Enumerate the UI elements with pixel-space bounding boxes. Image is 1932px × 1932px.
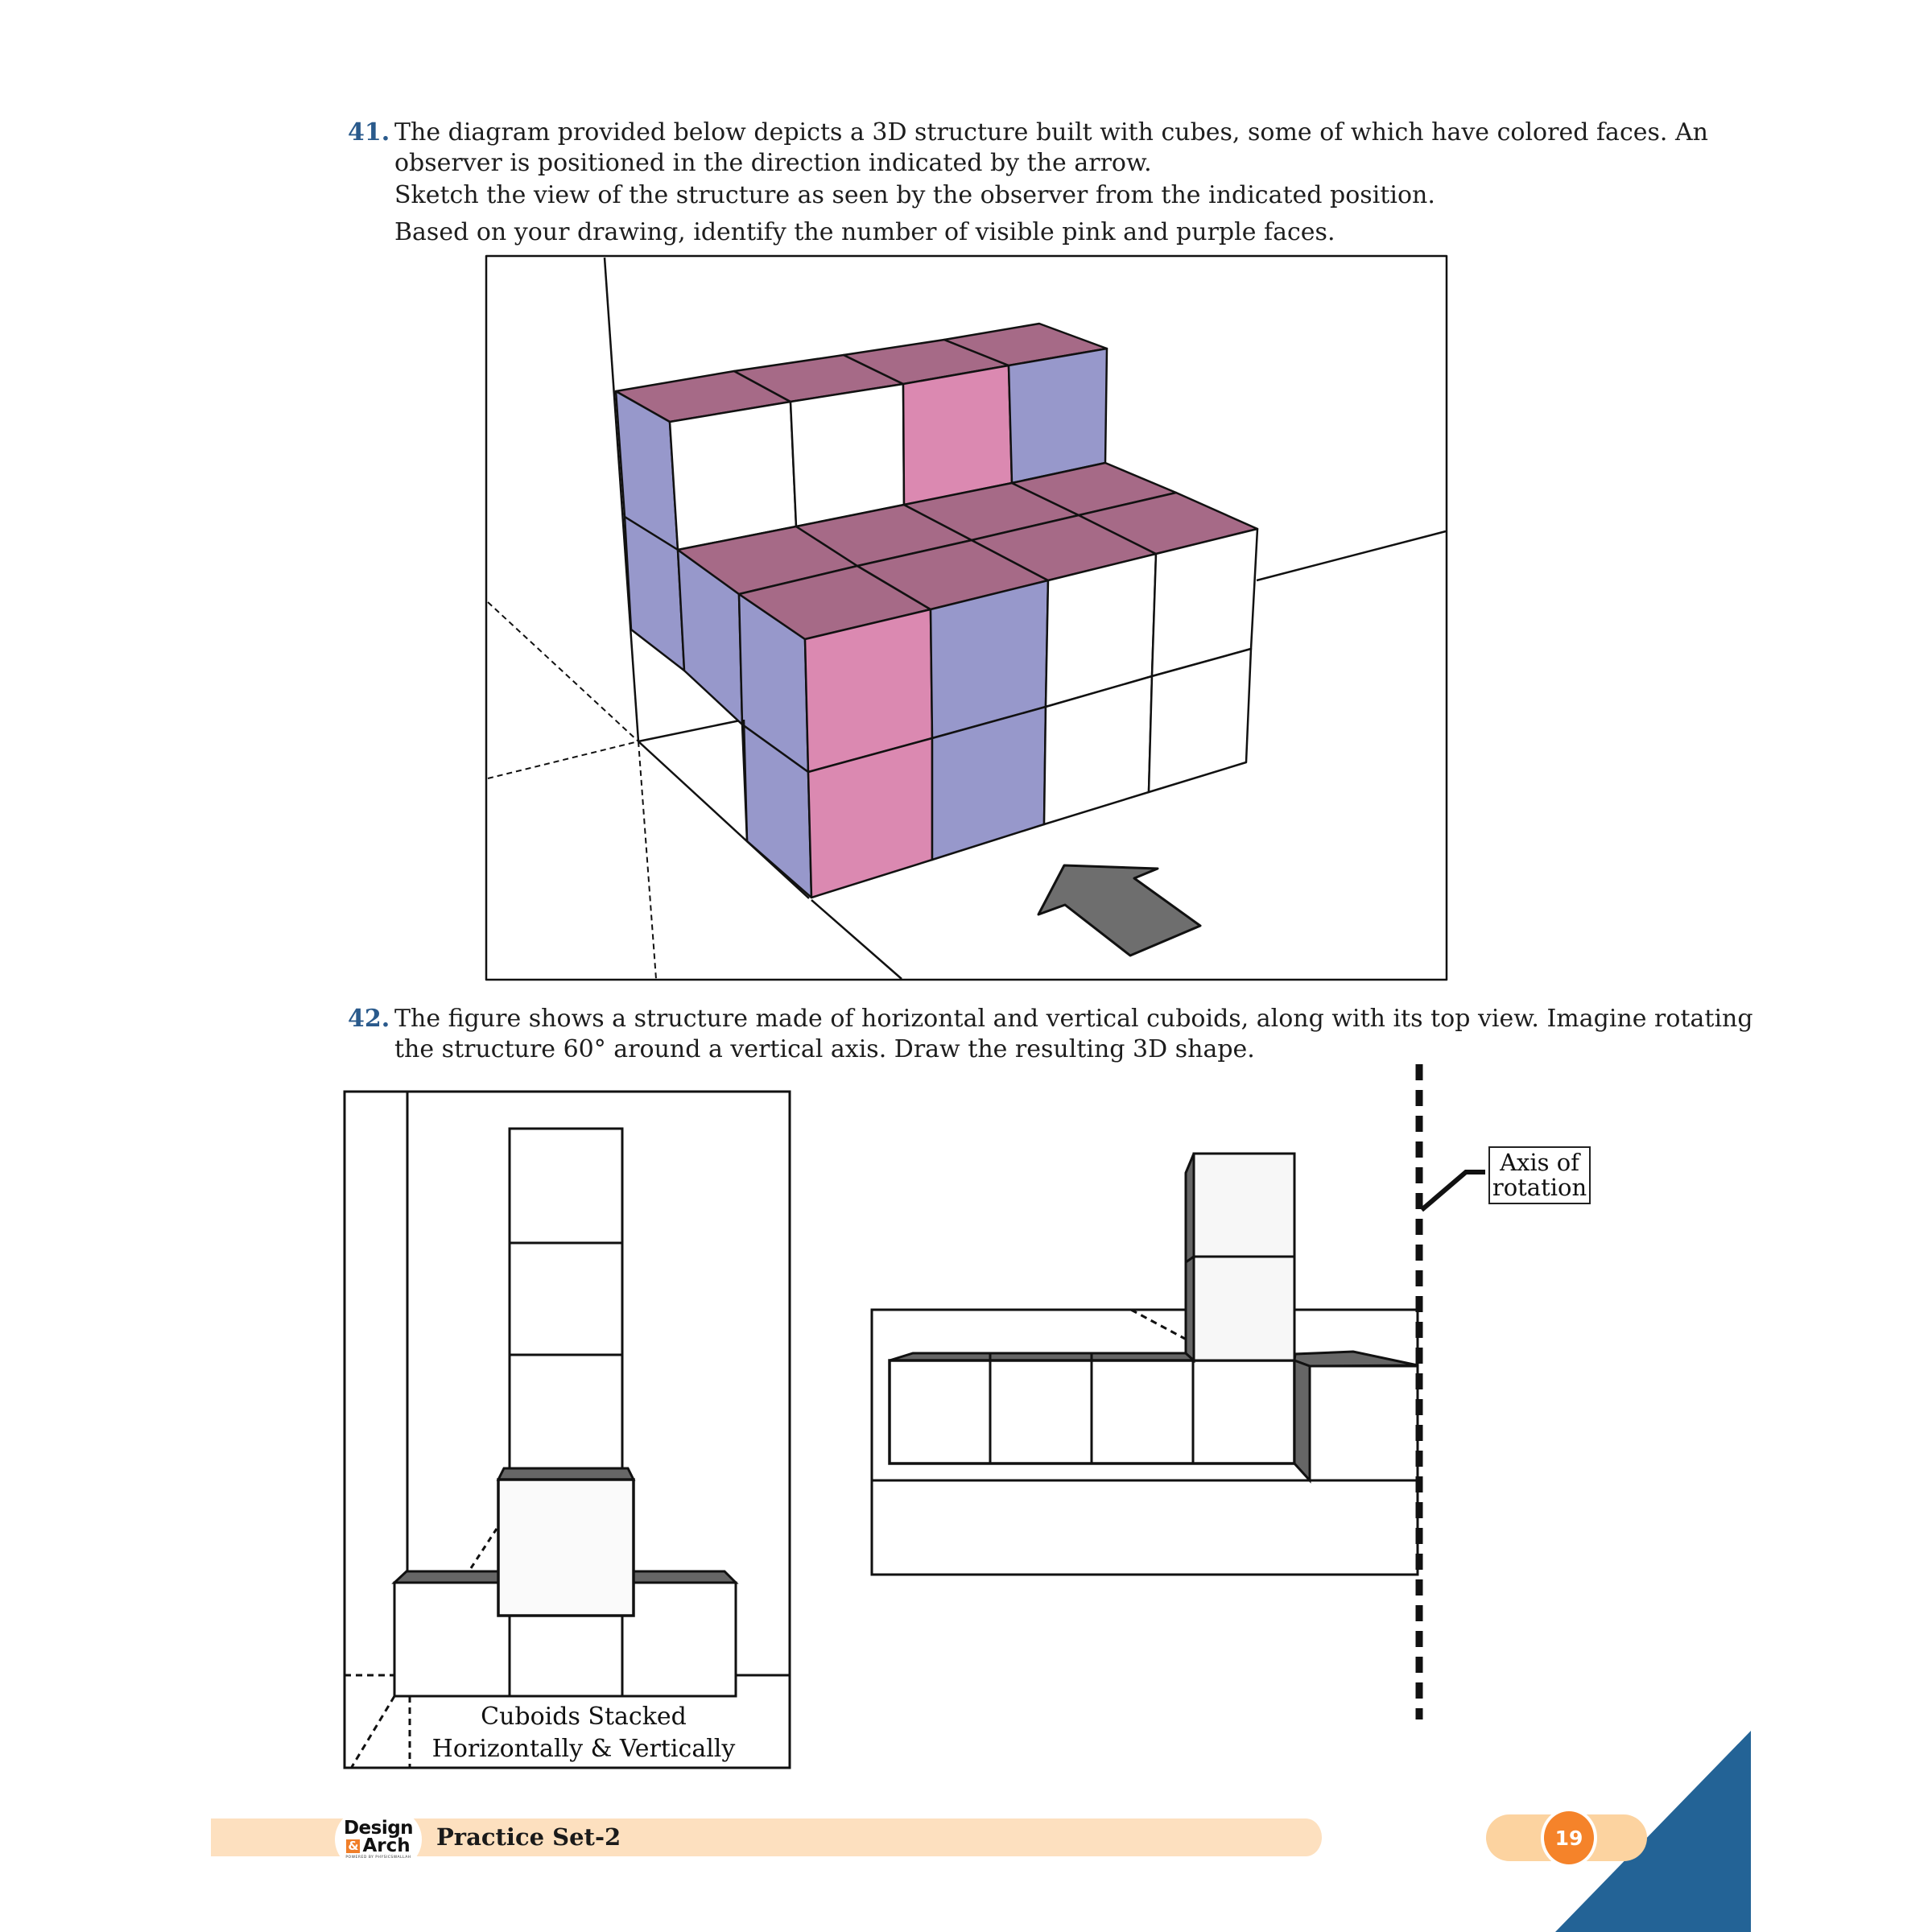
logo-tagline: POWERED BY PHYSICSWALLAH [345, 1856, 411, 1860]
question-number: 42. [348, 1005, 390, 1033]
axis-label-leader [1422, 1172, 1485, 1210]
question-text-line: the structure 60° around a vertical axis. Draw the resulting 3D shape. [394, 1035, 1255, 1063]
cuboids-caption [411, 1701, 757, 1765]
axis-label-line: rotation [1492, 1174, 1587, 1201]
q41-diagram [486, 256, 1447, 980]
question-text-line: observer is positioned in the direction indicated by the arrow. [394, 149, 1152, 177]
page-number: 19 [1541, 1808, 1597, 1868]
logo-line-arch [346, 1837, 410, 1855]
logo-ampersand: & [348, 1838, 359, 1853]
footer-title: Practice Set-2 [436, 1823, 621, 1851]
question-text-line: Sketch the view of the structure as seen by the observer from the indicated position. [394, 181, 1435, 209]
question-number: 41. [348, 118, 390, 147]
q42-front-view [345, 1092, 790, 1768]
axis-of-rotation-label [1488, 1146, 1591, 1204]
logo-arch-text: Arch [362, 1835, 411, 1856]
caption-line: Cuboids Stacked [481, 1703, 687, 1731]
brand-logo [335, 1809, 422, 1870]
logo-line-design: Design [343, 1818, 414, 1839]
question-text-line: The diagram provided below depicts a 3D structure built with cubes, some of which have colored faces. An [394, 118, 1708, 147]
question-text-line: The figure shows a structure made of horizontal and vertical cuboids, along with its top view. Imagine rotating [394, 1005, 1753, 1033]
question-text-line: Based on your drawing, identify the number of visible pink and purple faces. [394, 218, 1335, 246]
caption-line: Horizontally & Vertically [431, 1735, 736, 1763]
q42-top-view [872, 1064, 1485, 1719]
axis-label-line: Axis of [1500, 1149, 1579, 1176]
